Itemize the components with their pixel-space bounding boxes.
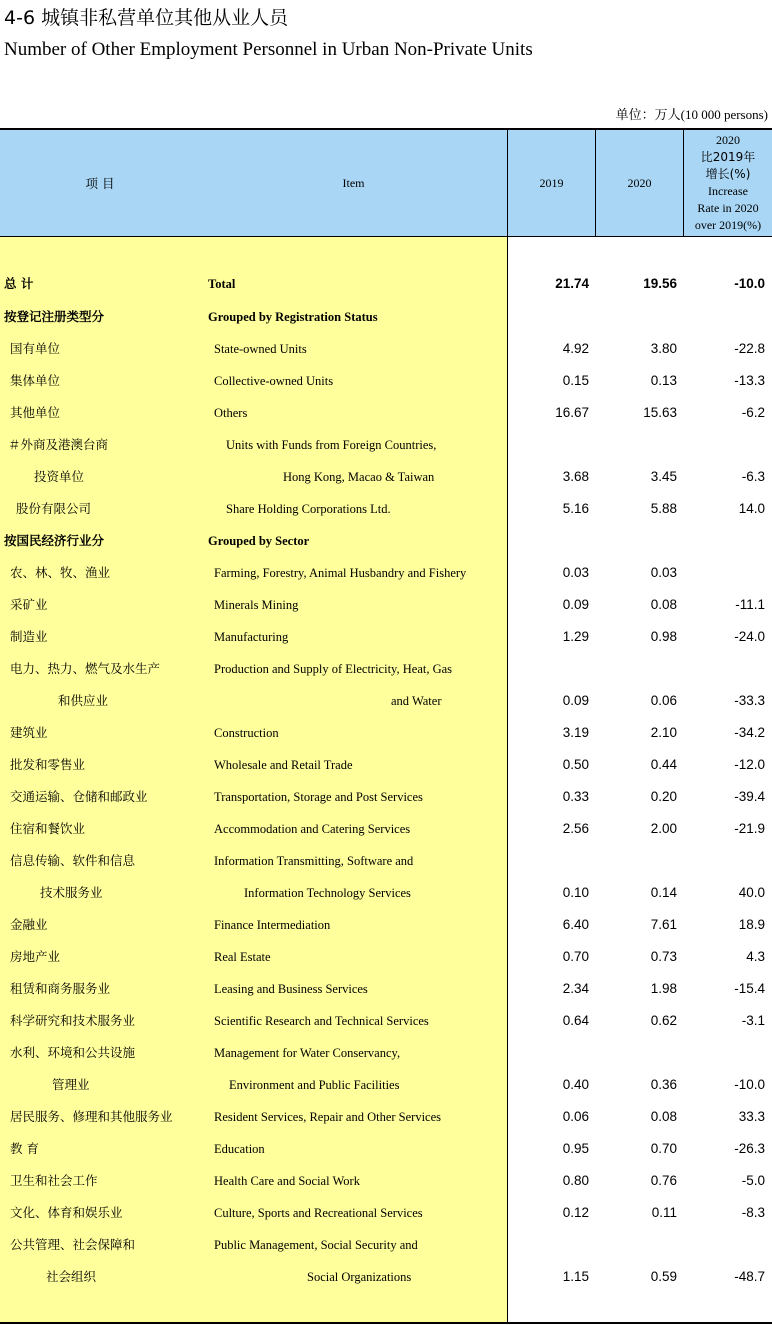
row-label-en: Wholesale and Retail Trade <box>214 758 353 772</box>
value-rate: -8.3 <box>741 1205 765 1220</box>
value-rate: -22.8 <box>734 341 765 356</box>
row-label-cn: 居民服务、修理和其他服务业 <box>10 1109 173 1124</box>
table-row <box>0 1229 772 1261</box>
value-rate: -3.1 <box>741 1013 765 1028</box>
table-row <box>0 717 772 749</box>
row-label-en: Minerals Mining <box>214 598 299 612</box>
row-label-cn: 投资单位 <box>34 469 85 484</box>
value-2020: 7.61 <box>650 917 677 932</box>
value-2019: 0.03 <box>562 565 589 580</box>
table-row <box>0 301 772 333</box>
row-label-cn: 建筑业 <box>10 725 48 740</box>
row-label-en: Education <box>214 1142 265 1156</box>
row-label-en: Leasing and Business Services <box>214 982 368 996</box>
row-label-cn: 管理业 <box>52 1077 90 1092</box>
table-row <box>0 621 772 653</box>
row-label-cn: 农、林、牧、渔业 <box>10 565 111 580</box>
row-label-cn: 总 计 <box>4 276 34 291</box>
table-row <box>0 685 772 717</box>
row-label-cn: 按登记注册类型分 <box>4 309 105 324</box>
row-label-en: Grouped by Sector <box>208 534 310 548</box>
value-rate: -33.3 <box>734 693 765 708</box>
row-label-en: Grouped by Registration Status <box>208 310 378 324</box>
value-2020: 0.36 <box>650 1077 677 1092</box>
table-row <box>0 813 772 845</box>
row-label-en: Construction <box>214 726 279 740</box>
value-2019: 0.50 <box>562 757 589 772</box>
header-rate-line: over 2019(%) <box>694 218 762 232</box>
table-row <box>0 525 772 557</box>
value-2019: 3.19 <box>562 725 589 740</box>
value-2019: 16.67 <box>555 405 589 420</box>
value-2020: 1.98 <box>650 981 677 996</box>
header-item-en: Item <box>342 175 365 190</box>
value-2020: 5.88 <box>650 501 677 516</box>
header-rate <box>684 130 772 236</box>
row-label-cn: 信息传输、软件和信息 <box>10 853 136 868</box>
value-2020: 2.10 <box>650 725 677 740</box>
value-rate: 40.0 <box>738 885 765 900</box>
row-label-en: Scientific Research and Technical Services <box>214 1014 429 1028</box>
row-label-cn: 采矿业 <box>10 597 48 612</box>
value-rate: -15.4 <box>734 981 765 996</box>
table-row <box>0 365 772 397</box>
value-2020: 0.08 <box>650 1109 677 1124</box>
header-rate-line: Rate in 2020 <box>697 201 759 215</box>
value-2020: 0.59 <box>650 1269 677 1284</box>
row-label-en: Farming, Forestry, Animal Husbandry and Fishery <box>214 566 467 580</box>
value-2019: 3.68 <box>562 469 589 484</box>
row-label-cn: 国有单位 <box>10 341 61 356</box>
row-label-en: Culture, Sports and Recreational Services <box>214 1206 423 1220</box>
value-rate: -6.2 <box>741 405 765 420</box>
row-label-cn: 制造业 <box>10 629 48 644</box>
table-row <box>0 1037 772 1069</box>
page-title-chinese: 4-6 城镇非私营单位其他从业人员 <box>4 7 289 29</box>
value-2020: 0.62 <box>650 1013 677 1028</box>
row-label-en: Collective-owned Units <box>214 374 334 388</box>
row-label-en: Information Transmitting, Software and <box>214 854 414 868</box>
value-2020: 0.03 <box>650 565 677 580</box>
table-row <box>0 1005 772 1037</box>
row-label-en: Public Management, Social Security and <box>214 1238 418 1252</box>
value-2020: 19.56 <box>643 276 677 291</box>
value-2019: 1.15 <box>562 1269 589 1284</box>
column-divider <box>595 130 596 236</box>
row-label-cn: 卫生和社会工作 <box>10 1173 98 1188</box>
value-2019: 0.33 <box>562 789 589 804</box>
table-row <box>0 1197 772 1229</box>
row-label-en: and Water <box>391 694 442 708</box>
header-2020: 2020 <box>627 175 652 190</box>
row-label-cn: 金融业 <box>10 917 48 932</box>
row-label-cn: 社会组织 <box>46 1269 97 1284</box>
value-2019: 0.09 <box>562 597 589 612</box>
value-2019: 5.16 <box>562 501 589 516</box>
header-bottom-rule <box>0 236 772 237</box>
value-2019: 0.09 <box>562 693 589 708</box>
value-rate: -12.0 <box>734 757 765 772</box>
header-rate-line: 2020 <box>716 133 740 147</box>
value-2019: 21.74 <box>555 276 589 291</box>
value-2020: 0.76 <box>650 1173 677 1188</box>
table-row <box>0 973 772 1005</box>
row-label-en: Finance Intermediation <box>214 918 331 932</box>
row-label-en: Management for Water Conservancy, <box>214 1046 401 1060</box>
table-row <box>0 877 772 909</box>
row-label-en: Production and Supply of Electricity, Heat, Gas <box>214 662 453 676</box>
value-2020: 0.13 <box>650 373 677 388</box>
table-row <box>0 781 772 813</box>
row-label-en: Share Holding Corporations Ltd. <box>226 502 391 516</box>
row-label-en: Units with Funds from Foreign Countries, <box>226 438 437 452</box>
row-label-en: Total <box>208 277 236 291</box>
table-row <box>0 493 772 525</box>
table-row <box>0 1261 772 1293</box>
table-row <box>0 909 772 941</box>
row-label-en: State-owned Units <box>214 342 307 356</box>
value-2020: 0.44 <box>650 757 677 772</box>
row-label-cn: 电力、热力、燃气及水生产 <box>10 661 161 676</box>
table-top-rule <box>0 128 772 130</box>
column-divider <box>683 130 684 236</box>
table-row <box>0 557 772 589</box>
value-rate: -13.3 <box>734 373 765 388</box>
row-label-cn: 房地产业 <box>10 949 61 964</box>
row-label-cn: 公共管理、社会保障和 <box>10 1237 136 1252</box>
value-rate: -5.0 <box>741 1173 765 1188</box>
table-row <box>0 333 772 365</box>
value-2019: 0.06 <box>562 1109 589 1124</box>
row-label-cn: ＃外商及港澳台商 <box>8 437 109 452</box>
row-label-cn: 和供应业 <box>58 693 109 708</box>
value-rate: 14.0 <box>738 501 765 516</box>
row-label-cn: 水利、环境和公共设施 <box>10 1045 136 1060</box>
value-2020: 3.80 <box>650 341 677 356</box>
row-label-en: Information Technology Services <box>244 886 411 900</box>
value-2019: 0.64 <box>562 1013 589 1028</box>
value-2020: 0.11 <box>651 1205 677 1220</box>
header-2019: 2019 <box>539 175 564 190</box>
row-label-cn: 按国民经济行业分 <box>4 533 105 548</box>
row-label-en: Health Care and Social Work <box>214 1174 360 1188</box>
value-rate: -21.9 <box>734 821 765 836</box>
value-2019: 4.92 <box>562 341 589 356</box>
value-rate: -10.0 <box>734 276 765 291</box>
value-2020: 0.08 <box>650 597 677 612</box>
table-row <box>0 1133 772 1165</box>
value-2020: 2.00 <box>650 821 677 836</box>
table-row <box>0 749 772 781</box>
value-2020: 15.63 <box>643 405 677 420</box>
table-bottom-rule <box>0 1322 772 1324</box>
value-rate: 33.3 <box>738 1109 765 1124</box>
value-2019: 0.10 <box>562 885 589 900</box>
unit-note: 单位：万人(10 000 persons) <box>615 107 768 122</box>
value-2020: 0.98 <box>650 629 677 644</box>
row-label-cn: 文化、体育和娱乐业 <box>10 1205 123 1220</box>
value-rate: -10.0 <box>734 1077 765 1092</box>
table-row <box>0 653 772 685</box>
value-rate: -34.2 <box>734 725 765 740</box>
value-rate: 18.9 <box>738 917 765 932</box>
value-2019: 6.40 <box>562 917 589 932</box>
table-row <box>0 268 772 300</box>
value-rate: -24.0 <box>734 629 765 644</box>
value-2019: 0.80 <box>562 1173 589 1188</box>
row-label-cn: 租赁和商务服务业 <box>10 981 111 996</box>
row-label-en: Hong Kong, Macao & Taiwan <box>283 470 435 484</box>
row-label-cn: 股份有限公司 <box>16 501 92 516</box>
row-label-en: Accommodation and Catering Services <box>214 822 411 836</box>
header-item-cn: 项 目 <box>85 175 115 191</box>
row-label-en: Social Organizations <box>307 1270 412 1284</box>
row-label-en: Manufacturing <box>214 630 289 644</box>
row-label-en: Real Estate <box>214 950 271 964</box>
table-row <box>0 589 772 621</box>
table-row <box>0 1165 772 1197</box>
row-label-en: Others <box>214 406 248 420</box>
value-2020: 0.06 <box>650 693 677 708</box>
row-label-en: Transportation, Storage and Post Services <box>214 790 423 804</box>
value-2019: 1.29 <box>562 629 589 644</box>
table-row <box>0 941 772 973</box>
table-row <box>0 397 772 429</box>
value-2020: 3.45 <box>650 469 677 484</box>
value-2020: 0.14 <box>650 885 677 900</box>
value-2019: 0.70 <box>562 949 589 964</box>
row-label-cn: 其他单位 <box>10 405 61 420</box>
table-row <box>0 461 772 493</box>
table-row <box>0 845 772 877</box>
value-rate: -26.3 <box>734 1141 765 1156</box>
value-2020: 0.20 <box>650 789 677 804</box>
value-rate: -11.1 <box>735 597 765 612</box>
row-label-en: Environment and Public Facilities <box>229 1078 400 1092</box>
header-rate-line: 比2019年 <box>700 150 756 164</box>
table-row <box>0 1069 772 1101</box>
value-rate: 4.3 <box>746 949 765 964</box>
row-label-cn: 交通运输、仓储和邮政业 <box>10 789 148 804</box>
value-2019: 2.56 <box>562 821 589 836</box>
value-2019: 0.40 <box>562 1077 589 1092</box>
header-rate-line: 增长(%) <box>705 167 751 181</box>
value-2019: 0.95 <box>562 1141 589 1156</box>
value-rate: -39.4 <box>734 789 765 804</box>
table-row <box>0 429 772 461</box>
row-label-cn: 批发和零售业 <box>10 757 86 772</box>
value-rate: -6.3 <box>741 469 765 484</box>
table-row <box>0 1101 772 1133</box>
value-2019: 0.12 <box>562 1205 589 1220</box>
row-label-cn: 教 育 <box>10 1141 39 1156</box>
value-2020: 0.70 <box>650 1141 677 1156</box>
value-2019: 0.15 <box>562 373 589 388</box>
value-2020: 0.73 <box>650 949 677 964</box>
value-2019: 2.34 <box>562 981 589 996</box>
row-label-cn: 技术服务业 <box>40 885 103 900</box>
header-rate-line: Increase <box>708 184 748 198</box>
page-title-english: Number of Other Employment Personnel in Urban Non-Private Units <box>4 39 533 60</box>
row-label-cn: 科学研究和技术服务业 <box>10 1013 136 1028</box>
value-rate: -48.7 <box>734 1269 765 1284</box>
row-label-en: Resident Services, Repair and Other Services <box>214 1110 442 1124</box>
row-label-cn: 住宿和餐饮业 <box>10 821 86 836</box>
row-label-cn: 集体单位 <box>10 373 61 388</box>
